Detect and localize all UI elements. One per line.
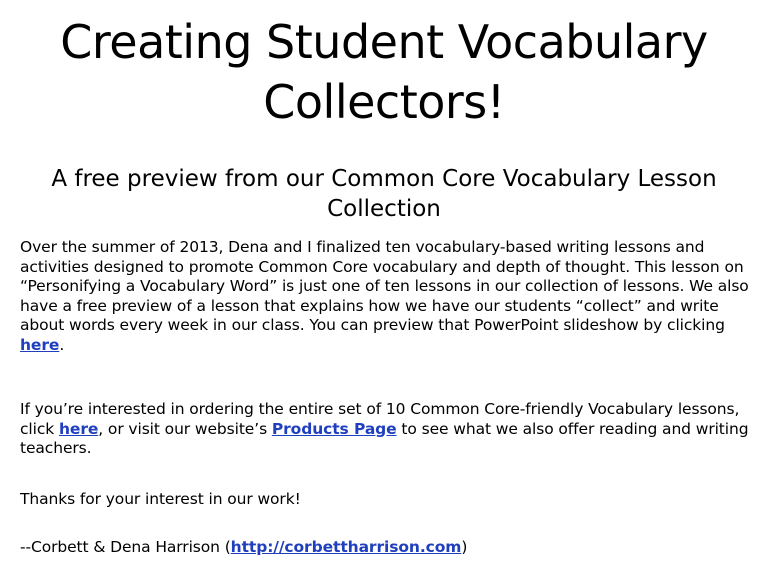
slide-body	[20, 238, 755, 556]
intro-paragraph	[20, 238, 755, 355]
intro-end: .	[59, 335, 65, 354]
intro-text: Over the summer of 2013, Dena and I finalized ten vocabulary-based writing lessons and activities designed to promote Common Core vocabulary and depth of thought. This lesson on “Personifying a Vocabulary Word” is just one of ten lessons in our collection of lessons. We also have a free preview of a lesson that explains how we have our students “collect” and write about words every week in our class. You can preview that PowerPoint slideshow by clicking	[20, 238, 749, 334]
page-title: Creating Student Vocabulary Collectors!	[60, 15, 708, 129]
ordering-text-2: , or visit our website’s	[98, 419, 272, 438]
signature-end: )	[461, 538, 468, 556]
signature-text: --Corbett & Dena Harrison (	[20, 538, 231, 556]
signature-paragraph	[20, 538, 755, 558]
website-link[interactable]: http://corbettharrison.com	[230, 538, 462, 556]
ordering-paragraph	[20, 400, 755, 459]
ordering-text-3: to see what we also offer reading and writing teachers.	[20, 419, 749, 457]
order-here-link[interactable]: here	[58, 419, 99, 438]
products-page-link[interactable]: Products Page	[271, 419, 397, 438]
thanks-paragraph: Thanks for your interest in our work!	[20, 490, 301, 508]
preview-here-link[interactable]: here	[20, 335, 60, 354]
ordering-text-1: If you’re interested in ordering the entire set of 10 Common Core-friendly Vocabulary lessons, click	[20, 400, 740, 438]
page-subtitle: A free preview from our Common Core Vocabulary Lesson Collection	[51, 166, 717, 222]
